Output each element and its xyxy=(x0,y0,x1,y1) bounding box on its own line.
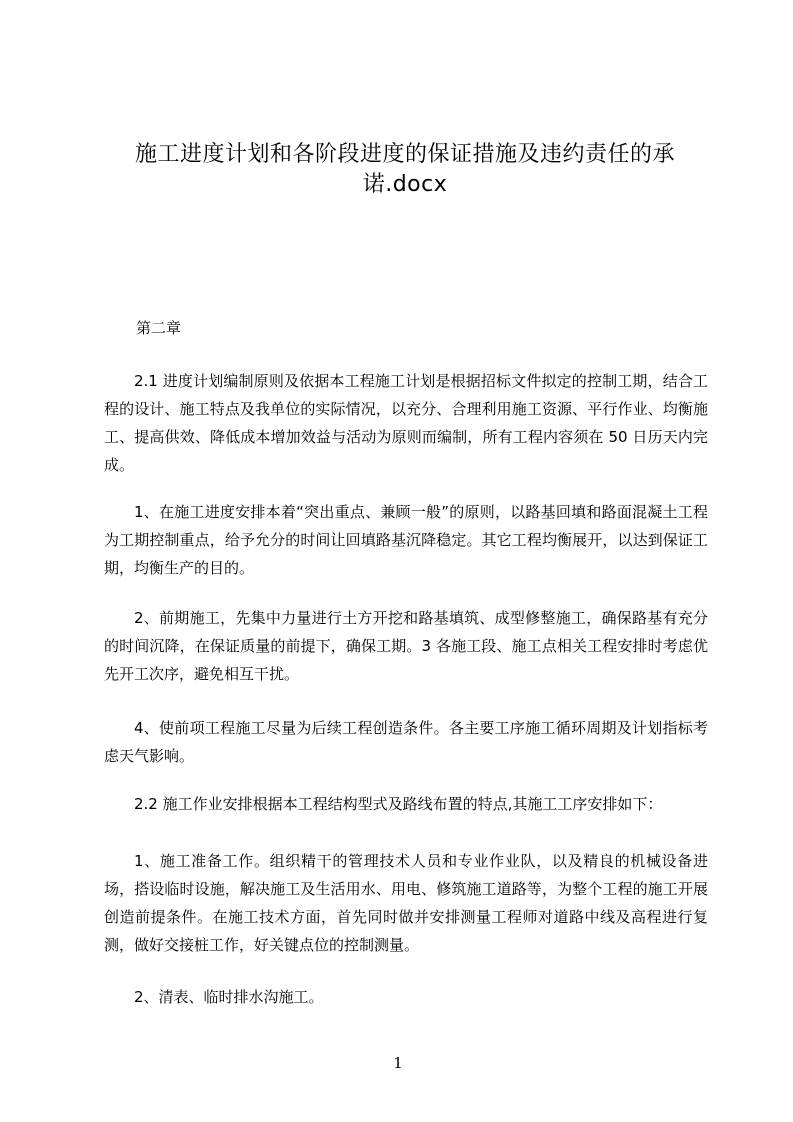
paragraph-clearing: 2、清表、临时排水沟施工。 xyxy=(134,988,324,1006)
paragraph-work-arrangement: 2.2 施工作业安排根据本工程结构型式及路线布置的特点,其施工工序安排如下： xyxy=(134,795,663,813)
paragraph-item-4: 4、使前项工程施工尽量为后续工程创造条件。各主要工序施工循环周期及计划指标考虑天气影响。 xyxy=(104,719,708,765)
paragraph-preparation: 1、施工准备工作。组织精干的管理技术人员和专业作业队，以及精良的机械设备进场，搭设临时设施，解决施工及生活用水、用电、修筑施工道路等，为整个工程的施工开展创造前提条件。在施工技术方面，首先同时做并安排测量工程师对道路中线及高程进行复测，做好交接桩工作，好关键点位的控制测量。 xyxy=(104,852,708,954)
paragraph-item-2: 2、前期施工，先集中力量进行土方开挖和路基填筑、成型修整施工，确保路基有充分的时间沉降，在保证质量的前提下，确保工期。3 各施工段、施工点相关工程安排时考虑优先开工次序，避免相互干扰。 xyxy=(104,609,708,683)
chapter-heading: 第二章 xyxy=(136,319,182,337)
paragraph-item-1: 1、在施工进度安排本着“突出重点、兼顾一般”的原则，以路基回填和路面混凝土工程为工期控制重点，给予允分的时间让回填路基沉降稳定。其它工程均衡展开，以达到保证工期，均衡生产的目的。 xyxy=(104,503,708,577)
document-title: 施工进度计划和各阶段进度的保证措施及违约责任的承诺.docx xyxy=(134,142,675,197)
page-number: 1 xyxy=(393,1054,403,1072)
paragraph-schedule-principle: 2.1 进度计划编制原则及依据本工程施工计划是根据招标文件拟定的控制工期，结合工程的设计、施工特点及我单位的实际情况，以充分、合理利用施工资源、平行作业、均衡施工、提高供效、降低成本增加效益与活动为原则而编制，所有工程内容须在 50 日历天内完成。 xyxy=(104,372,708,474)
